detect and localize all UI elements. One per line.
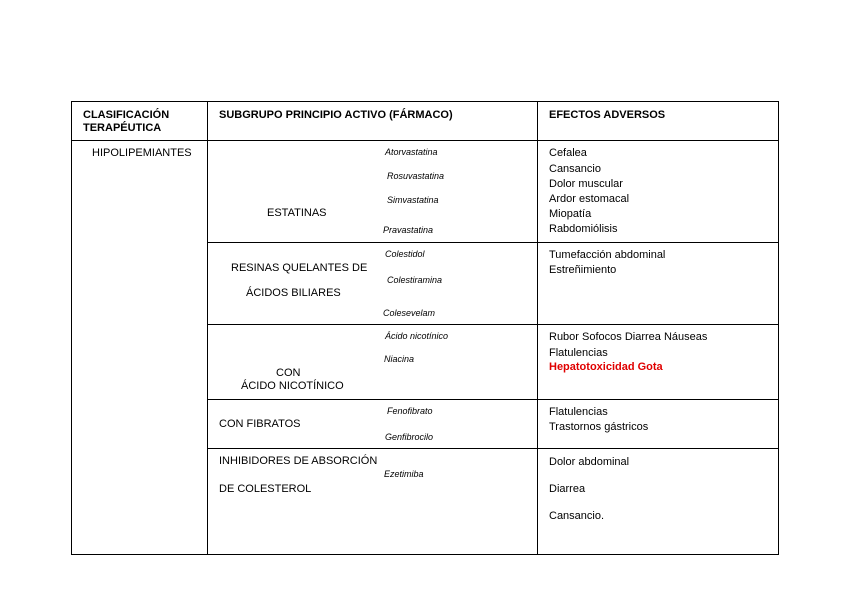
drug-genfibrocilo: Genfibrocilo (385, 432, 434, 442)
effect-miopatia: Miopatía (549, 208, 592, 220)
effect-rabdomiolisis: Rabdomiólisis (549, 223, 618, 235)
effect-dolor-muscular: Dolor muscular (549, 178, 623, 190)
effect-rubor-sofocos: Rubor Sofocos Diarrea Náuseas (549, 331, 708, 343)
classification-label: HIPOLIPEMIANTES (92, 147, 192, 159)
row-divider-1 (207, 242, 778, 243)
subgroup-acido-line1: CON (276, 367, 301, 379)
effect-cefalea: Cefalea (549, 147, 587, 159)
header-divider (72, 140, 778, 141)
column-divider-1 (207, 102, 208, 554)
subgroup-inhibidores-line1: INHIBIDORES DE ABSORCIÓN (219, 455, 378, 467)
subgroup-resinas-line2: ÁCIDOS BILIARES (246, 287, 341, 299)
effect-dolor-abdominal: Dolor abdominal (549, 456, 630, 468)
effect-flatulencias-fibratos: Flatulencias (549, 406, 608, 418)
effect-cansancio: Cansancio (549, 163, 601, 175)
drug-colestidol: Colestidol (385, 249, 425, 259)
row-divider-4 (207, 448, 778, 449)
effect-ardor-estomacal: Ardor estomacal (549, 193, 630, 205)
header-classification-line1: CLASIFICACIÓN (83, 109, 170, 121)
header-subgroup: SUBGRUPO PRINCIPIO ACTIVO (FÁRMACO) (219, 109, 453, 121)
drug-rosuvastatina: Rosuvastatina (387, 171, 445, 181)
subgroup-resinas-line1: RESINAS QUELANTES DE (231, 262, 368, 274)
effect-estrenimiento: Estreñimiento (549, 264, 617, 276)
drug-colesevelam: Colesevelam (383, 308, 436, 318)
drug-pravastatina: Pravastatina (383, 225, 434, 235)
effect-trastornos-gastricos: Trastornos gástricos (549, 421, 649, 433)
drug-colestiramina: Colestiramina (387, 275, 443, 285)
effect-diarrea: Diarrea (549, 483, 586, 495)
subgroup-inhibidores-line2: DE COLESTEROL (219, 483, 312, 495)
drug-niacina: Niacina (384, 354, 415, 364)
drug-classification-table (71, 101, 779, 555)
drug-acido-nicotinico: Ácido nicotínico (385, 331, 449, 341)
column-divider-2 (537, 102, 538, 554)
subgroup-estatinas: ESTATINAS (267, 207, 327, 219)
effect-tumefaccion: Tumefacción abdominal (549, 249, 666, 261)
subgroup-acido-line2: ÁCIDO NICOTÍNICO (241, 380, 344, 392)
effect-hepatotoxicidad-gota: Hepatotoxicidad Gota (549, 361, 663, 373)
effect-cansancio-final: Cansancio. (549, 510, 605, 522)
subgroup-fibratos: CON FIBRATOS (219, 418, 301, 430)
drug-simvastatina: Simvastatina (387, 195, 439, 205)
drug-fenofibrato: Fenofibrato (387, 406, 433, 416)
row-divider-3 (207, 399, 778, 400)
header-classification-line2: TERAPÉUTICA (83, 122, 162, 134)
row-divider-2 (207, 324, 778, 325)
effect-flatulencias: Flatulencias (549, 347, 608, 359)
header-adverse-effects: EFECTOS ADVERSOS (549, 109, 666, 121)
drug-ezetimiba: Ezetimiba (384, 469, 424, 479)
drug-atorvastatina: Atorvastatina (385, 147, 438, 157)
